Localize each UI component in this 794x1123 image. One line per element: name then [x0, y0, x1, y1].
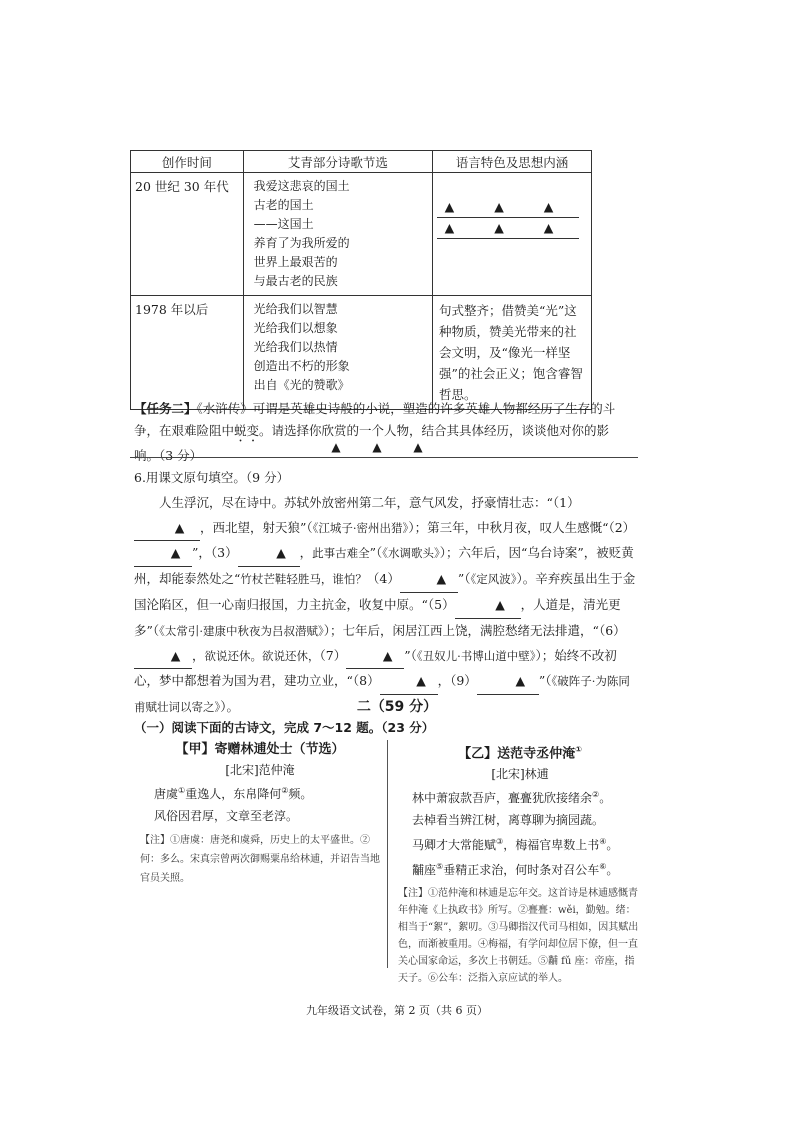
q6-text: ，人道是，清光更多”（: [134, 596, 621, 638]
poem-line: 养育了为我所爱的: [253, 236, 350, 250]
answer-blank-1[interactable]: ▲: [134, 516, 200, 542]
poem-line: 世界上最艰苦的: [253, 255, 338, 269]
poem-line: 与最古老的民族: [253, 274, 338, 288]
q6-source: 《破阵子·为陈同甫赋壮词以寄之》: [134, 674, 630, 715]
q6-text: ）。辛弃疾虽出生于金国沦陷区，但一心南归报国，力主抗金，收复中原。“（5）: [134, 571, 636, 612]
poem-line: 我爱这悲哀的国土: [253, 179, 350, 193]
poem-line: ——这国土: [253, 217, 314, 231]
poem-a-line: [140, 780, 380, 805]
answer-blank-6[interactable]: ▲: [134, 644, 192, 670]
answer-blank-8[interactable]: ▲: [380, 669, 438, 695]
question-six-title: 6.用课文原句填空。（9 分）: [134, 470, 290, 485]
poem-text: 频。: [288, 787, 313, 801]
column-divider: [387, 740, 388, 968]
poem-text: 黼座: [412, 863, 437, 878]
answer-blank-7[interactable]: ▲: [346, 644, 404, 670]
row1-poem: [243, 173, 432, 296]
poem-b-title: [398, 740, 642, 764]
footnote-marker: ③: [496, 837, 504, 847]
poem-a-author: [北宋]范仲淹: [225, 763, 295, 777]
row1-answer-blank: [433, 173, 592, 296]
emphasized-word: 蜕变: [234, 423, 260, 438]
poem-line: 光给我们以想象: [253, 321, 338, 335]
row2-period: 1978 年以后: [131, 296, 244, 410]
poem-a: [140, 740, 380, 888]
poem-text: ，梅福官卑数上书: [503, 838, 600, 853]
q6-source: 《定风波》: [470, 572, 517, 587]
q6-quote: 欲说还休。欲说还休，: [204, 648, 320, 663]
poem-line: 光给我们以热情: [253, 340, 338, 354]
header-features: 语言特色及思想内涵: [433, 151, 592, 173]
poem-a-line: 风俗因君厚，文章至老淳。: [154, 809, 299, 823]
poem-line: 创造出不朽的形象: [253, 359, 350, 373]
footnote-marker: ②: [281, 786, 289, 795]
q6-text: （7）: [319, 647, 347, 663]
q6-text: ）；六年后，因“乌台诗案”，被贬黄州，却能泰然处之“: [134, 545, 634, 587]
q6-text: ，（9）: [437, 673, 477, 689]
task-two-answer-marks[interactable]: ▲ ▲ ▲: [331, 440, 437, 454]
header-poems: 艾青部分诗歌节选: [243, 151, 432, 173]
row1-period: 20 世纪 30 年代: [131, 173, 244, 296]
answer-blank-5[interactable]: ▲: [455, 593, 521, 619]
q6-text: ，: [299, 545, 313, 561]
q6-text: ）；第三年，中秋月夜，叹人生感慨“（2）: [408, 519, 636, 535]
answer-blank-3[interactable]: ▲: [238, 541, 300, 567]
q6-source: 《江城子·密州出猎》: [312, 520, 409, 535]
answer-blank-2[interactable]: ▲: [134, 541, 192, 567]
poem-text: 林中萧寂款吾庐，亹亹犹欣接绪余: [412, 791, 593, 806]
poem-text: 重逸人，东帛降何: [185, 787, 282, 801]
q6-source: 《水调歌头》: [382, 546, 440, 561]
footnote-marker: ②: [592, 790, 600, 800]
q6-text: ）。: [220, 699, 240, 715]
q6-source: 《丑奴儿·书博山道中壁》: [416, 648, 536, 663]
q6-text: （4）: [366, 571, 400, 587]
divider: [130, 457, 638, 458]
task-two-label: 【任务二】: [134, 401, 197, 416]
q6-quote: 竹杖芒鞋轻胜马，谁怕？: [240, 572, 367, 587]
answer-blank-9[interactable]: ▲: [477, 669, 539, 695]
footnote-marker: ④: [599, 837, 607, 847]
footnote-marker: ⑥: [599, 862, 607, 872]
poem-b-line: 去棹看当辨江树，离尊聊为摘园蔬。: [412, 813, 605, 828]
q6-text: ”（: [369, 545, 383, 561]
footnote-marker: ①: [575, 745, 582, 754]
q6-text: ”（: [404, 647, 417, 663]
q6-text: ”，（3）: [192, 545, 238, 561]
footnote-marker: ⑤: [436, 862, 444, 872]
footnote-marker: ①: [178, 786, 186, 795]
q6-text: ）；始终不改初心，梦中都想着为国为君，建功立业，“（8）: [134, 647, 617, 689]
q6-text: ”（: [538, 673, 552, 689]
poem-text: 唐虞: [154, 787, 179, 801]
poem-a-note: 【注】①唐虞：唐尧和虞舜，历史上的太平盛世。②何：多么。宋真宗曾两次御赐粟帛给林逋，并诏告当地官员关照。: [140, 835, 380, 884]
q6-text: 人生浮沉，尽在诗中。苏轼外放密州第二年，意气风发，抒豪情壮志：“（1）: [159, 494, 580, 510]
part-one-instruction: （一）阅读下面的古诗文，完成 7～12 题。（23 分）: [134, 720, 435, 735]
answer-blank-line[interactable]: ▲ ▲ ▲: [437, 220, 579, 239]
answer-blank-4[interactable]: ▲: [400, 567, 458, 593]
q6-text: ，西北望，射天狼”（: [200, 519, 313, 535]
poem-b-author: [北宋]林逋: [491, 767, 549, 782]
q6-text: ）；七年后，闲居江西上饶，满腔愁绪无法排遣，“（6）: [323, 622, 626, 638]
poem-text: 马卿才大常能赋: [412, 838, 497, 853]
poem-line: 古老的国土: [253, 198, 314, 212]
q6-source: 《太常引·建康中秋夜为吕叔潜赋》: [159, 623, 324, 638]
section-two-title: 二（59 分）: [356, 699, 438, 715]
q6-text: ，: [192, 647, 205, 663]
question-six: [134, 466, 640, 720]
poem-b-line: 马卿才大常能赋③，梅福官卑数上书④。: [412, 837, 619, 853]
q6-text: ”（: [457, 571, 471, 587]
page-footer: 九年级语文试卷，第 2 页（共 6 页）: [306, 1004, 488, 1017]
poem-b-line: 黼座⑤垂精正求治，何时条对召公车⑥。: [412, 862, 619, 878]
q6-quote: 此事古难全: [312, 546, 370, 561]
answer-blank-line[interactable]: ▲ ▲ ▲: [437, 199, 579, 218]
poem-a-title: 【甲】寄赠林逋处士（节选）: [175, 742, 345, 757]
task-two-text: 《水浒传》可谓是英雄史诗般的小说，塑造的许多英雄人物都经历了生存的斗争，在艰难险阻中: [134, 401, 616, 438]
row2-answer: 句式整齐；借赞美“光”这种物质，赞美光带来的社会文明，及“像光一样坚强”的社会正义；饱含睿智哲思。: [433, 296, 592, 410]
poem-b-line: 林中萧寂款吾庐，亹亹犹欣接绪余②。: [412, 790, 612, 806]
header-period: 创作时间: [131, 151, 244, 173]
task-two-text-end: 。请选择你欣赏的一个人物，结合其具体经历，谈谈他对你的影响。（3 分）: [134, 423, 610, 463]
poem-text: 垂精正求治，何时条对召公车: [443, 863, 600, 878]
poem-line: 光给我们以智慧: [253, 302, 338, 316]
row2-poem: [243, 296, 432, 410]
poem-b: [398, 740, 642, 987]
poetry-table: [130, 150, 592, 410]
poem-b-note: 【注】①范仲淹和林逋是忘年交。这首诗是林逋感慨青年仲淹《上执政书》所写。②亹亹：wěi，勤勉。绪：相当于“絮”，絮叨。③马卿指汉代司马相如，因其赋出色，而渐被重用。④梅福，有学问却位居下僚，但一直关心国家命运，多次上书朝廷。⑤黼 fǔ 座：帝座，指天子。⑥公车：泛指入京应试的举人。: [398, 888, 639, 985]
poem-b-title-text: 【乙】送范寺丞仲淹: [458, 746, 576, 762]
poem-line: 出自《光的赞歌》: [253, 378, 350, 392]
